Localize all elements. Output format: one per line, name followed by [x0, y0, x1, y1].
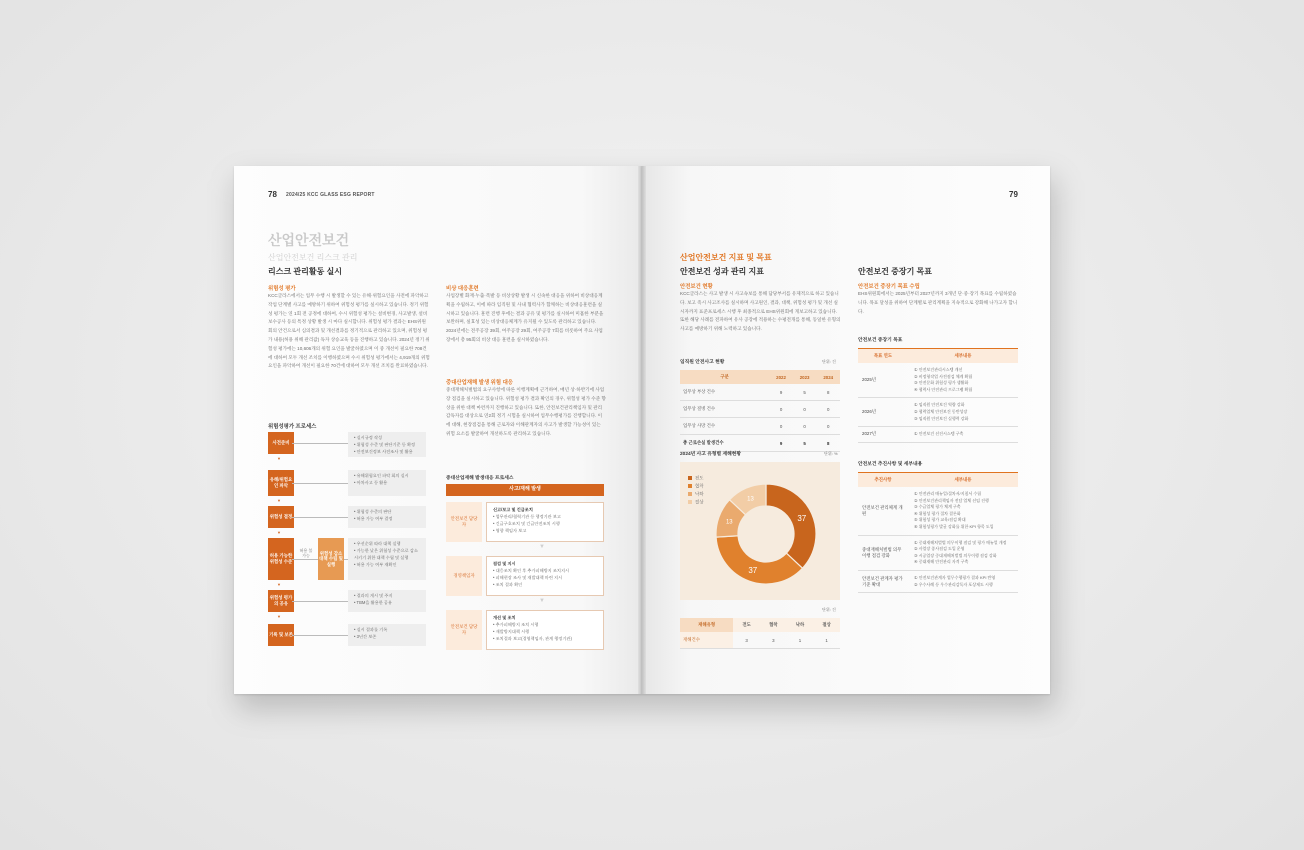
flow-step: 위험성 결정	[268, 506, 294, 528]
flow-note-item: • 아차사고 등 활용	[354, 480, 388, 485]
stats-cell: 0	[793, 418, 817, 435]
flow-connector	[292, 517, 348, 518]
process-title: 위험성평가 프로세스	[268, 424, 317, 430]
flow-note-item: • TBM을 활용한 공유	[354, 600, 392, 605]
flow-note-item: • 위험성 수준 및 판단기준 등 확정	[354, 442, 416, 447]
type-header-cell: 협착	[760, 618, 787, 632]
goal-row	[858, 427, 1018, 443]
stats-cell: 5	[793, 384, 817, 401]
type-header-row	[680, 618, 840, 632]
donut-label: 13	[725, 519, 733, 526]
plan-table	[858, 472, 1018, 593]
goal-label-cell: 2027년	[858, 427, 908, 443]
left-page-number: 78	[268, 190, 277, 199]
response-detail	[486, 556, 604, 596]
flow-step: 유해/위험요인 파악	[268, 470, 294, 496]
flow-note-item: • 우선순위 따라 대책 실행	[354, 541, 401, 546]
goal-table-title: 안전보건 중장기 목표	[858, 338, 903, 343]
type-value-cell: 1	[813, 632, 840, 649]
stats-cell: 8	[816, 384, 840, 401]
stats-cell: 9	[769, 384, 793, 401]
stats-header-cell: 2022	[769, 370, 793, 384]
accident-type-table	[680, 618, 840, 649]
flow-arrow: ▼	[277, 614, 281, 619]
response-detail-item: • 업무관리/협력기관 등 행정기관 보고	[493, 514, 561, 519]
emergency-drill-body: 사업장별 화재·누출·폭발 등 비상상황 발생 시 신속한 대응을 위하여 비상대응계획을 수립하고, 이에 따라 임직원 및 사내 협력사가 함께하는 비상대응훈련을 실시하고 있습니다. 훈련 진행 후에는 결과 공유 및 평가를 실시하여 미흡한 부분을 보완하며, 실효성 있는 비상대응체계가 유지될 수 있도록 관리하고 있습니다. 2024년에는 전주공장 39회, 여주공장 29회, 여주공장 7회를 비롯하여 주요 사업장에서 총 95회의 비상 대응 훈련을 실시하였습니다.	[446, 293, 604, 342]
stats-row	[680, 418, 840, 435]
response-detail-title: 개선 및 조치	[493, 615, 516, 620]
flow-note	[348, 538, 426, 580]
legend-swatch	[688, 500, 692, 504]
flow-note	[348, 624, 426, 646]
plan-item: ③ 시공업장 중대재해처벌법 의무이행 점검 강화	[914, 552, 997, 558]
response-detail-item: • 조치결과 보고(경영책임자, 관계 행정기관)	[493, 636, 572, 641]
response-detail-item: • 피해현장 조사 및 재발대책 마련 지시	[493, 575, 563, 580]
legend-label: 절상	[695, 499, 704, 505]
plan-item: ① 중대재해처벌법 의무이행 점검 및 평가 매뉴얼 개정	[914, 539, 1007, 545]
type-value-row	[680, 632, 840, 649]
response-detail-item: • 긴급구호조치 및 긴급안전조치 시행	[493, 521, 560, 526]
flow-connector	[292, 483, 348, 484]
goal-item: ③ 임직원 안전보건 실행력 강화	[914, 415, 969, 421]
plan-items-cell	[908, 535, 1018, 570]
section-subtitle: 산업안전보건 리스크 관리	[268, 253, 358, 262]
type-value-cell: 재해건수	[680, 632, 733, 649]
flow-note-item: • 허용 가능 여부 재확인	[354, 562, 397, 567]
plan-header-row	[858, 473, 1018, 488]
plan-row	[858, 570, 1018, 592]
flow-note	[348, 432, 426, 457]
response-detail-item: • 조치 결과 확인	[493, 582, 523, 587]
response-header: 사고/재해 발생	[446, 484, 604, 496]
stats-header-cell: 구분	[680, 370, 769, 384]
emergency-drill-heading: 비상 대응훈련	[446, 286, 479, 292]
plan-table-title: 안전보건 추진사항 및 세부내용	[858, 462, 923, 467]
flow-note	[348, 506, 426, 528]
report-header: 2024/25 KCC GLASS ESG REPORT	[286, 192, 375, 198]
type-header-cell: 전도	[733, 618, 760, 632]
stats-cell: 5	[793, 435, 817, 452]
response-owner: 안전보건 담당자	[446, 610, 482, 650]
plan-label-cell: 안전보건 관계자 평가 기준 확대	[858, 570, 908, 592]
stats-cell: 총 근로손실 발생건수	[680, 435, 769, 452]
donut-unit: 단위: %	[824, 451, 838, 456]
flow-arrow: ▼	[277, 530, 281, 535]
left-page	[234, 166, 642, 694]
response-process	[446, 502, 604, 662]
stats-cell: 0	[816, 418, 840, 435]
flow-note-item: • 가능한 낮은 위험성 수준으로 감소시키기 위한 대책 수립 및 실행	[354, 548, 418, 560]
flow-note-item: • 실시 결과를 기록	[354, 627, 388, 632]
section-title: 산업안전보건	[268, 232, 350, 248]
plan-label-cell: 안전보건 관리체계 개편	[858, 487, 908, 535]
goal-header-cell: 목표 연도	[858, 349, 908, 364]
response-arrow: ▼	[539, 598, 545, 604]
plan-row	[858, 535, 1018, 570]
donut-chart	[680, 462, 840, 600]
stats-cell: 업무상 부상 건수	[680, 384, 769, 401]
stats-cell: 0	[793, 401, 817, 418]
goal-body: EHS위원회에서는 2025년부터 2027년까지 3개년 단·중·장기 목표를 수립하였습니다. 목표 달성을 위하여 단계별로 관리계획을 지속적으로 강화해 나가고자 합니다.	[858, 291, 1018, 314]
goal-row	[858, 398, 1018, 427]
stats-row	[680, 435, 840, 452]
type-value-cell: 1	[787, 632, 814, 649]
status-heading: 안전보건 현황	[680, 284, 713, 290]
flow-connector	[292, 601, 348, 602]
flow-step: 사전준비	[268, 432, 294, 454]
performance-heading: 안전보건 성과 관리 지표	[680, 267, 764, 276]
type-value-cell: 3	[733, 632, 760, 649]
goal-item: ② 비정형작업 사전점검 체계 확립	[914, 373, 973, 379]
donut-slice-전도	[766, 484, 816, 568]
legend-label: 협착	[695, 483, 704, 489]
stats-header-cell: 2024	[816, 370, 840, 384]
stats-cell: 8	[816, 435, 840, 452]
legend-label: 낙하	[695, 491, 704, 497]
legend-swatch	[688, 492, 692, 496]
response-title: 중대산업재해 발생대응 프로세스	[446, 476, 514, 481]
goal-item: ① 임직원 안전보건 역량 강화	[914, 402, 965, 408]
goal-title: 안전보건 중장기 목표	[858, 267, 932, 276]
status-body: KCC글라스는 사고 발생 시 사고속보를 통해 담당부서를 유제적으로 하고 있습니다. 보고 즉시 사고조사를 실시하며 사고원인, 결과, 대책, 위험성 평가 및 개선 실시자까지 표준프로세스 시행 후 최종적으로 EHS위원회에 게보고하고 있습니다. 또한 해당 사례를 전파하여 유사 공장에 적용하는 수평전개를 통해, 동일한 유형의 사고를 예방하기 위해 노력하고 있습니다.	[680, 291, 841, 332]
plan-item: ⑥ 위험성평가 발굴 강화를 위한 KPI 항목 도입	[914, 523, 994, 529]
donut-label: 13	[747, 496, 754, 503]
plan-items-cell	[908, 570, 1018, 592]
stats-cell: 9	[769, 435, 793, 452]
goal-heading: 안전보건 중장기 목표 수립	[858, 284, 920, 290]
goal-header-cell: 세부내용	[908, 349, 1018, 364]
plan-label-cell: 중대재해처벌법 의무이행 점검 강화	[858, 535, 908, 570]
flow-note	[348, 590, 426, 612]
goal-item: ① 안전보건관리시스템 개선	[914, 367, 963, 372]
flow-note-item: • 결과의 게시 및 주지	[354, 593, 393, 598]
response-owner: 경영책임자	[446, 556, 482, 596]
stats-header-cell: 2023	[793, 370, 817, 384]
goal-items-cell	[908, 427, 1018, 443]
plan-row	[858, 487, 1018, 535]
response-arrow: ▼	[539, 544, 545, 550]
type-header-cell: 재해유형	[680, 618, 733, 632]
response-owner: 안전보건 담당자	[446, 502, 482, 542]
flow-side-box: 위험성 감소대책 수립 및 실행	[318, 538, 344, 580]
goal-item: ① 안전보건 선진시스템 구축	[914, 431, 964, 437]
legend-swatch	[688, 484, 692, 488]
plan-item: ② 우수사례 등 우수관리감독자 포상제도 시행	[914, 581, 993, 587]
plan-item: ② 사업장 종사점검 도입 운영	[914, 546, 965, 552]
book-gutter	[638, 166, 646, 694]
plan-item: ③ 수급업체 평가 체계 구축	[914, 504, 961, 510]
donut-label: 37	[748, 566, 758, 576]
goal-label-cell: 2026년	[858, 398, 908, 427]
goal-items-cell	[908, 398, 1018, 427]
plan-item: ① 안전보건관계자 업무수행평가 결과 KPI 반영	[914, 574, 996, 580]
response-detail-item: • 대응조치 확인 후 추가피해방지 조치지시	[493, 568, 570, 573]
stats-row	[680, 401, 840, 418]
donut-slice-협착	[716, 536, 802, 584]
response-detail	[486, 610, 604, 650]
goal-item: ③ 안전문화 위험성 평가 생활화	[914, 380, 969, 386]
plan-items-cell	[908, 487, 1018, 535]
response-detail	[486, 502, 604, 542]
stats-cell: 0	[769, 418, 793, 435]
goal-header-row	[858, 349, 1018, 364]
donut-title: 2024년 사고 유형별 재해현황	[680, 452, 742, 457]
flow-connector	[292, 443, 348, 444]
serious-accident-heading: 중대산업재해 발생 위험 대응	[446, 380, 513, 386]
type-value-cell: 3	[760, 632, 787, 649]
stats-cell: 0	[816, 401, 840, 418]
type-table-unit: 단위: 건	[822, 607, 836, 612]
goal-row	[858, 363, 1018, 398]
legend-swatch	[688, 476, 692, 480]
goal-item: ② 협력업체 안전보건 동반성장	[914, 408, 968, 414]
goal-items-cell	[908, 363, 1018, 398]
plan-item: ④ 중대재해 안전관리 자격 구축	[914, 559, 969, 565]
plan-item: ⑤ 위험성 평가 교육/점검 확대	[914, 517, 966, 523]
response-detail-title: 점검 및 지시	[493, 561, 516, 566]
stats-header-row	[680, 370, 840, 384]
response-detail-title: 신고/보고 및 긴급조치	[493, 507, 533, 512]
stats-cell: 업무상 사망 건수	[680, 418, 769, 435]
plan-header-cell: 세부내용	[908, 473, 1018, 488]
page-heading: 리스크 관리활동 실시	[268, 267, 342, 276]
response-detail-item: • 영향 책임자 보고	[493, 528, 527, 533]
serious-accident-body: 중대재해처벌법의 요구사항에 따른 이행계획에 근거하여, 매년 상·하반기에 사업장 점검을 실시하고 있습니다. 위험성 평가 결과 확인의 경우, 위험성 평가 수준 향상을 위한 대책 마련까지 진행하고 있습니다. 또한, 안전보건관리책임자 및 관리감독자를 대상으로 연2회 정기 시험을 실시하여 업무수행평가를 진행합니다. 이에 대해, 현장점검을 통해 근로자와 이해관계자의 사고가 발생할 가능성이 있는 위험 요소를 발굴하여 개선하도록 관리하고 있습니다.	[446, 387, 606, 436]
stats-table	[680, 370, 840, 452]
flow-note	[348, 470, 426, 496]
flow-step: 위험성 평가의 공유	[268, 590, 294, 612]
flow-note-item: • 위험성 수준의 판단	[354, 509, 392, 514]
right-page-number: 79	[1009, 190, 1018, 199]
flow-note-item: • 3년간 보존	[354, 634, 377, 639]
donut-label: 37	[797, 514, 807, 524]
flow-arrow: ▼	[277, 456, 281, 461]
flow-note-item: • 유해위험요인 파악 회의 실시	[354, 473, 409, 478]
flow-note-item: • 실시규정 작성	[354, 435, 383, 440]
plan-header-cell: 추진사항	[858, 473, 908, 488]
plan-item: ② 안전보건관리책임자 전담 업체 선임 진행	[914, 497, 989, 503]
risk-flowchart	[268, 432, 428, 658]
response-detail-item: • 추가피해방지 조치 시행	[493, 622, 539, 627]
flow-note-item: • 안전보건정보 사전조사 및 활용	[354, 449, 413, 454]
stats-cell: 0	[769, 401, 793, 418]
risk-assessment-heading: 위험성 평가	[268, 286, 296, 292]
plan-item: ④ 위험성 평가 절차 결론화	[914, 510, 961, 516]
goal-label-cell: 2025년	[858, 363, 908, 398]
flow-arrow: ▼	[277, 582, 281, 587]
right-page	[642, 166, 1050, 694]
stats-unit: 단위: 건	[822, 359, 836, 364]
response-detail-item: • 재발방지대책 시행	[493, 629, 530, 634]
type-header-cell: 낙하	[787, 618, 814, 632]
stats-cell: 업무상 질병 건수	[680, 401, 769, 418]
legend-label: 전도	[695, 475, 704, 481]
stats-row	[680, 384, 840, 401]
type-header-cell: 절상	[813, 618, 840, 632]
stats-title: 임직원 안전사고 현황	[680, 360, 725, 365]
flow-side-label: 허용 불가능	[299, 548, 313, 558]
flow-connector	[292, 635, 348, 636]
risk-assessment-body: KCC글라스에서는 업무 수행 시 발생할 수 있는 유해·위험요인을 사전에 파악하고 작업 단계별 사고를 예방하기 위하여 위험성 평가를 실시하고 있습니다. 정기 위험성 평가는 연 1회 전 공정에 대하여, 수시 위험성 평가는 설비변경, 사고발생, 설비 보수공사 등의 특정 상황 발생 시 마다 실시합니다. 위험성 평가 결과는 EHS위원회의 안건으로서 심의결과 및 개선결과를 정기적으로 관리하고 있으며, 위험성 평가 내용(허용 위해 관리값) 독자 상승교육 등을 진행하고 있습니다. 2024년 정기 위험성 평가에는 10,606개의 위험 요인을 발굴하였으며 이 중 개선이 필요한 708건에 대하여 모두 개선 조치를 이행하였으며 수시 위험성 평가에서는 4,919개의 위험요인을 파악하여 개선이 필요한 70건에 대하여 모두 개선 조치를 완료하였습니다.	[268, 293, 430, 369]
goal-item: ④ 협력사 안전관리 프로그램 확립	[914, 386, 973, 392]
plan-item: ① 안전관리 매뉴얼/절차서/지침서 수립	[914, 491, 982, 496]
flow-arrow: ▼	[277, 498, 281, 503]
indicator-title: 산업안전보건 지표 및 목표	[680, 253, 772, 262]
flow-step: 허용 가능한 위험성 수준	[268, 538, 294, 580]
flow-note-item: • 허용 가능 여부 결정	[354, 516, 393, 521]
flow-step: 기록 및 보존	[268, 624, 294, 646]
goal-table	[858, 348, 1018, 443]
donut-panel	[680, 462, 840, 600]
